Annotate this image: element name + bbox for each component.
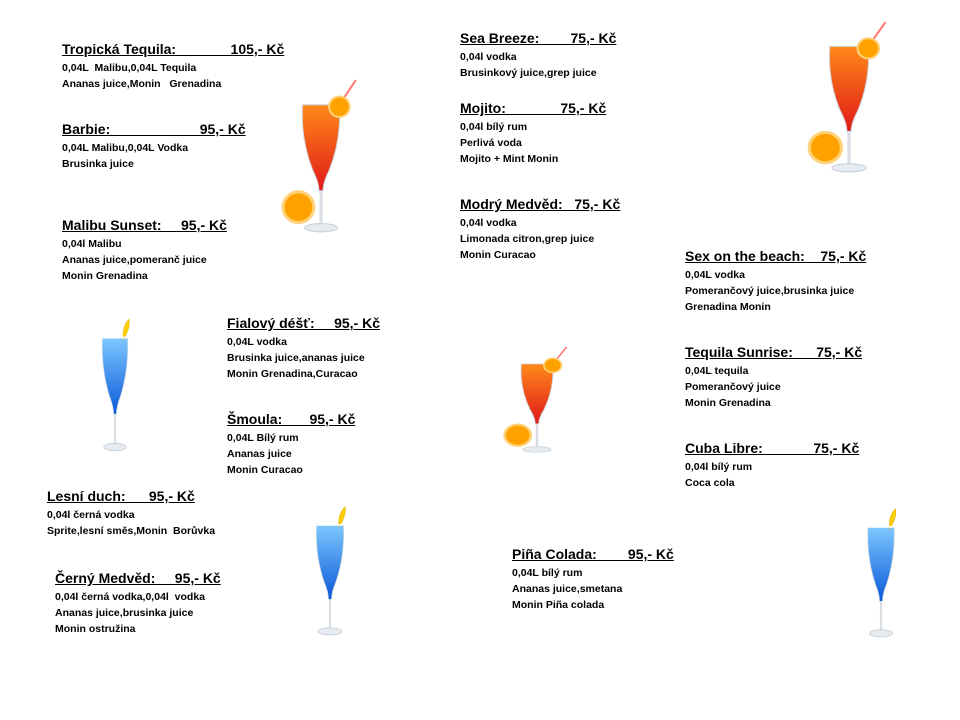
glass-bowl	[316, 525, 343, 600]
drink-modry-medved	[460, 196, 620, 263]
drink-ingredients: Monin Grenadina,Curacao	[227, 368, 358, 380]
drink-ingredients: Ananas juice,pomeranč juice	[62, 254, 207, 266]
orange-slice	[858, 38, 880, 58]
orange-cocktail-image	[806, 18, 892, 185]
orange-half	[283, 192, 314, 223]
drink-title: Fialový déšť: 95,- Kč	[227, 315, 380, 331]
drink-barbie	[62, 121, 246, 172]
drink-title: Sex on the beach: 75,- Kč	[685, 248, 867, 264]
glass-bowl	[829, 46, 868, 131]
drink-ingredients: 0,04L Malibu,0,04L Tequila	[62, 62, 197, 74]
drink-title: Lesní duch: 95,- Kč	[47, 488, 195, 504]
glass-stem	[536, 424, 539, 448]
drink-title: Modrý Medvěd: 75,- Kč	[460, 196, 621, 212]
drink-ingredients: Mojito + Mint Monin	[460, 153, 559, 165]
glass-stem	[114, 414, 116, 445]
glass-stem	[329, 599, 331, 629]
orange-slice	[544, 358, 562, 372]
drink-ingredients: Sprite,lesní směs,Monin Borůvka	[47, 525, 216, 537]
drink-ingredients: 0,04l černá vodka	[47, 509, 135, 521]
orange-slice	[329, 97, 350, 118]
drink-ingredients: Grenadina Monin	[685, 301, 771, 313]
drink-ingredients: 0,04l bílý rum	[460, 121, 528, 133]
glass-base	[869, 630, 892, 637]
drink-ingredients: 0,04L bílý rum	[512, 567, 583, 579]
drink-title: Šmoula: 95,- Kč	[227, 411, 356, 427]
drink-ingredients: Perlivá voda	[460, 137, 522, 149]
lemon-wedge	[339, 507, 346, 527]
drink-title: Sea Breeze: 75,- Kč	[460, 30, 617, 46]
blue-cocktail-image	[87, 312, 143, 463]
drink-sex-on-the-beach	[685, 248, 866, 315]
drink-tequila-sunrise	[685, 344, 862, 411]
drink-title: Malibu Sunset: 95,- Kč	[62, 217, 227, 233]
orange-half	[505, 425, 531, 446]
drink-ingredients: 0,04l černá vodka,0,04l vodka	[55, 591, 206, 603]
glass-stem	[319, 191, 322, 226]
blue-cocktail-image	[852, 502, 910, 649]
drink-title: Barbie: 95,- Kč	[62, 121, 246, 137]
drink-ingredients: Monin Grenadina	[62, 270, 148, 282]
drink-lesni-duch	[47, 488, 215, 539]
glass-bowl	[102, 338, 128, 415]
glass-bowl	[868, 527, 895, 602]
drink-ingredients: 0,04L Bílý rum	[227, 432, 299, 444]
glass-bowl	[302, 105, 339, 191]
drink-title: Tropická Tequila: 105,- Kč	[62, 41, 285, 57]
drink-ingredients: Monin Curacao	[227, 464, 303, 476]
drink-malibu-sunset	[62, 217, 227, 284]
drink-title: Cuba Libre: 75,- Kč	[685, 440, 860, 456]
drink-mojito	[460, 100, 606, 167]
drink-ingredients: Monin ostružina	[55, 623, 136, 635]
orange-cocktail-image	[280, 76, 362, 245]
drink-sea-breeze	[460, 30, 616, 81]
drink-ingredients: Coca cola	[685, 477, 735, 489]
drink-ingredients: Monin Piña colada	[512, 599, 605, 611]
drink-ingredients: 0,04l Malibu	[62, 238, 122, 250]
drink-ingredients: 0,04l vodka	[460, 51, 517, 63]
drink-ingredients: Brusinka juice	[62, 158, 134, 170]
drink-ingredients: 0,04L vodka	[227, 336, 287, 348]
drink-title: Piña Colada: 95,- Kč	[512, 546, 674, 562]
orange-cocktail-image	[502, 344, 572, 463]
drink-pina-colada	[512, 546, 674, 613]
drink-ingredients: Monin Grenadina	[685, 397, 771, 409]
lemon-wedge	[123, 319, 129, 339]
drink-ingredients: Ananas juice,Monin Grenadina	[62, 78, 222, 90]
lemon-wedge	[889, 509, 895, 529]
glass-base	[832, 164, 866, 172]
drink-ingredients: 0,04l vodka	[460, 217, 517, 229]
glass-stem	[847, 131, 850, 165]
drink-fialovy-dest	[227, 315, 380, 382]
drink-title: Tequila Sunrise: 75,- Kč	[685, 344, 863, 360]
glass-base	[305, 224, 338, 232]
drink-ingredients: Ananas juice,smetana	[512, 583, 623, 595]
drink-ingredients: Brusinka juice,ananas juice	[227, 352, 365, 364]
glass-base	[318, 628, 342, 635]
drink-ingredients: Monin Curacao	[460, 249, 536, 261]
glass-bowl	[521, 364, 553, 424]
glass-base	[523, 447, 551, 453]
drink-smoula	[227, 411, 355, 478]
drink-ingredients: Pomerančový juice,brusinka juice	[685, 285, 855, 297]
drink-ingredients: 0,04L tequila	[685, 365, 749, 377]
drink-ingredients: Pomerančový juice	[685, 381, 781, 393]
drink-ingredients: Limonada citron,grep juice	[460, 233, 595, 245]
drink-ingredients: 0,04L vodka	[685, 269, 745, 281]
blue-cocktail-image	[300, 500, 360, 647]
drink-ingredients: 0,04L Malibu,0,04L Vodka	[62, 142, 189, 154]
drink-title: Mojito: 75,- Kč	[460, 100, 607, 116]
drink-ingredients: Ananas juice	[227, 448, 292, 460]
drink-cerny-medved	[55, 570, 221, 637]
orange-half	[809, 132, 841, 162]
drink-ingredients: 0,04l bílý rum	[685, 461, 753, 473]
drink-ingredients: Ananas juice,brusinka juice	[55, 607, 194, 619]
drink-title: Černý Medvěd: 95,- Kč	[55, 570, 221, 586]
drink-tropicka-tequila	[62, 41, 284, 92]
glass-stem	[880, 601, 882, 631]
drink-ingredients: Brusinkový juice,grep juice	[460, 67, 597, 79]
glass-base	[104, 443, 126, 450]
drink-cuba-libre	[685, 440, 859, 491]
